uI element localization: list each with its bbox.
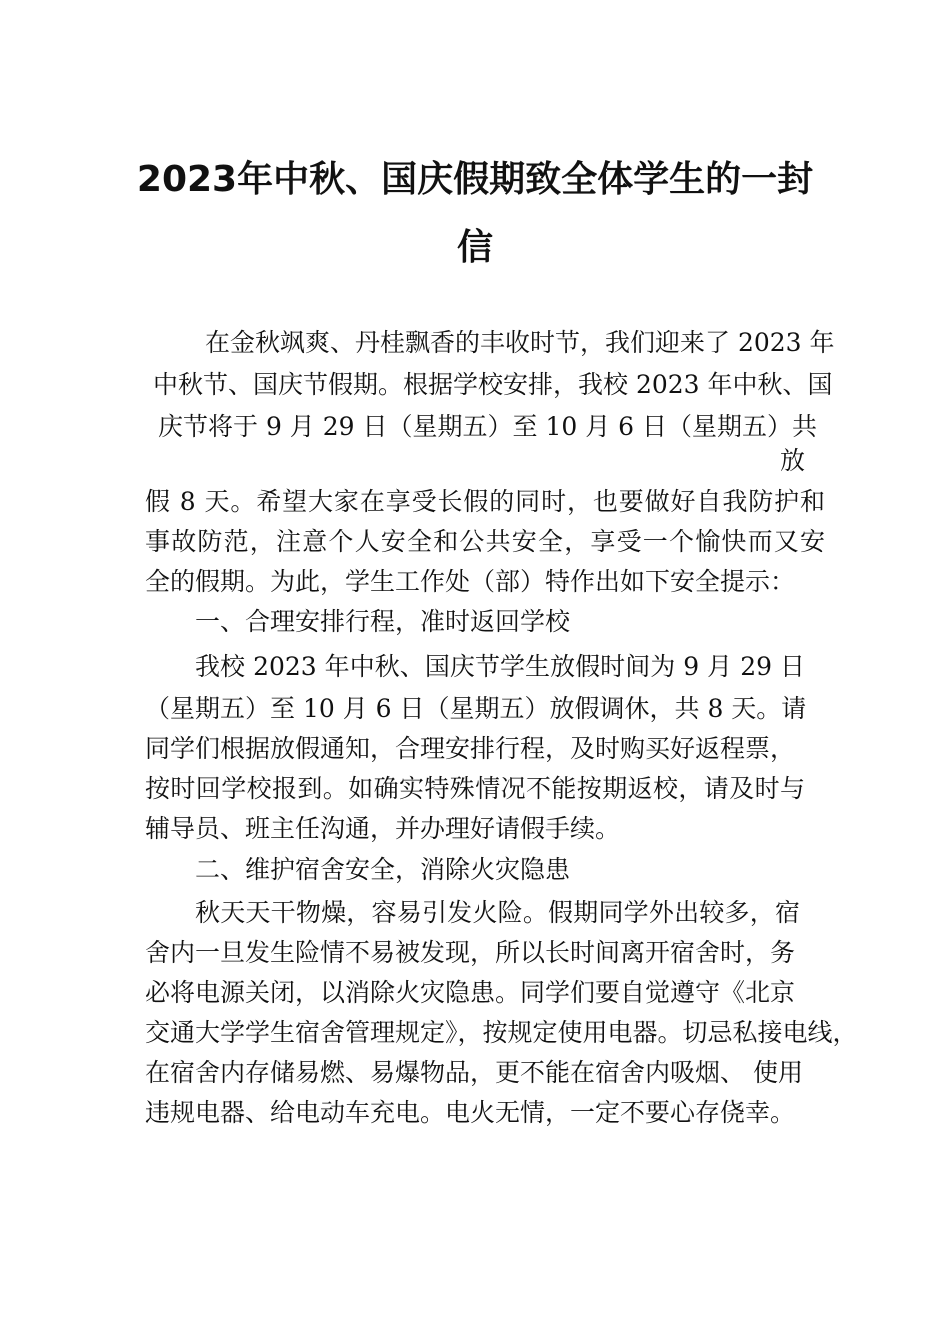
paragraph-line: 全的假期。为此，学生工作处（部）特作出如下安全提示： [145,567,796,596]
paragraph-line: 按时回学校报到。如确实特殊情况不能按期返校，请及时与 [145,774,805,803]
paragraph-line: 必将电源关闭，以消除火灾隐患。同学们要自觉遵守《北京 [145,978,796,1007]
document-title-line-2: 信 [456,227,493,268]
paragraph-line: 假 8 天。希望大家在享受长假的同时，也要做好自我防护和 [145,487,825,516]
paragraph-line: 辅导员、班主任沟通，并办理好请假手续。 [145,814,621,843]
paragraph-line: 我校 2023 年中秋、国庆节学生放假时间为 9 月 29 日 [195,652,805,681]
paragraph-line: 交通大学学生宿舍管理规定》，按规定使用电器。切忌私接电线， [145,1018,858,1047]
paragraph-line: 事故防范，注意个人安全和公共安全，享受一个愉快而又安 [145,527,825,556]
paragraph-line: 秋天天干物燥，容易引发火险。假期同学外出较多，宿 [195,898,800,927]
paragraph-line: 放 [780,446,806,475]
paragraph-line: 在金秋飒爽、丹桂飘香的丰收时节，我们迎来了 2023 年 [205,328,835,357]
section-heading-2: 二、维护宿舍安全，消除火灾隐患 [195,855,571,884]
paragraph-line: 中秋节、国庆节假期。根据学校安排，我校 2023 年中秋、国 [153,370,833,399]
paragraph-line: 在宿舍内存储易燃、易爆物品，更不能在宿舍内吸烟、 使用 [145,1058,803,1087]
paragraph-line: 舍内一旦发生险情不易被发现，所以长时间离开宿舍时，务 [145,938,796,967]
paragraph-line: 同学们根据放假通知，合理安排行程，及时购买好返程票， [145,734,796,763]
paragraph-line: （星期五）至 10 月 6 日（星期五）放假调休，共 8 天。请 [145,694,807,723]
paragraph-line: 违规电器、给电动车充电。电火无情，一定不要心存侥幸。 [145,1098,796,1127]
document-title-line-1: 2023年中秋、国庆假期致全体学生的一封 [136,159,814,200]
section-heading-1: 一、合理安排行程，准时返回学校 [195,607,571,636]
paragraph-line: 庆节将于 9 月 29 日（星期五）至 10 月 6 日（星期五）共 [158,412,818,441]
